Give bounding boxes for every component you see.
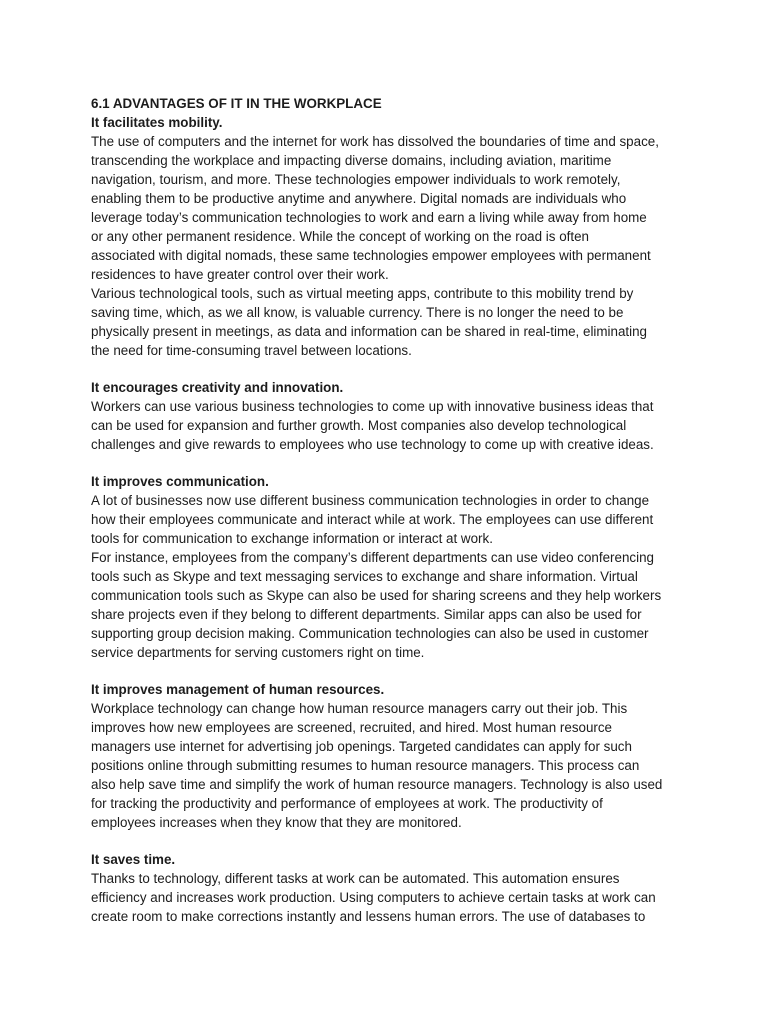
paragraph-line: improves how new employees are screened, recruited, and hired. Most human resource [91,720,613,735]
paragraph [91,284,691,360]
paragraph-line: communication tools such as Skype can also be used for sharing screens and they help workers [91,588,662,603]
paragraph [91,548,691,662]
paragraph-line: employees increases when they know that they are monitored. [91,815,462,830]
paragraph-line: Workplace technology can change how human resource managers carry out their job. This [91,701,628,716]
section-creativity [91,378,691,454]
heading-human-resources: It improves management of human resources. [91,682,385,697]
paragraph-line: navigation, tourism, and more. These technologies empower individuals to work remotely, [91,172,621,187]
section-spacer [91,454,691,472]
section-title: 6.1 ADVANTAGES OF IT IN THE WORKPLACE [91,96,382,111]
heading-communication: It improves communication. [91,474,269,489]
paragraph-line: how their employees communicate and interact while at work. The employees can use different [91,512,654,527]
heading-mobility: It facilitates mobility. [91,115,223,130]
paragraph-line: saving time, which, as we all know, is valuable currency. There is no longer the need to be [91,305,624,320]
paragraph-line: can be used for expansion and further growth. Most companies also develop technological [91,418,627,433]
paragraph-line: positions online through submitting resumes to human resource managers. This process can [91,758,640,773]
paragraph-line: tools for communication to exchange information or interact at work. [91,531,493,546]
paragraph-line: efficiency and increases work production. Using computers to achieve certain tasks at work can [91,890,656,905]
paragraph-line: residences to have greater control over their work. [91,267,389,282]
paragraph-line: for tracking the productivity and performance of employees at work. The productivity of [91,796,603,811]
paragraph-line: the need for time-consuming travel between locations. [91,343,412,358]
paragraph [91,491,691,548]
paragraph-line: The use of computers and the internet for work has dissolved the boundaries of time and space, [91,134,659,149]
section-saves-time [91,850,691,926]
section-mobility [91,113,691,360]
paragraph [91,397,691,454]
paragraph-line: physically present in meetings, as data and information can be shared in real-time, eliminating [91,324,648,339]
paragraph-line: transcending the workplace and impacting diverse domains, including aviation, maritime [91,153,612,168]
section-spacer [91,662,691,680]
section-spacer [91,832,691,850]
paragraph-line: create room to make corrections instantly and lessens human errors. The use of databases to [91,909,646,924]
paragraph [91,699,691,832]
document-body [91,94,691,926]
paragraph-line: tools such as Skype and text messaging services to exchange and share information. Virtual [91,569,638,584]
paragraph-line: share projects even if they belong to different departments. Similar apps can also be used for [91,607,642,622]
heading-saves-time: It saves time. [91,852,176,867]
paragraph-line: service departments for serving customers right on time. [91,645,425,660]
paragraph-line: challenges and give rewards to employees who use technology to come up with creative ideas. [91,437,654,452]
paragraph-line: Workers can use various business technologies to come up with innovative business ideas that [91,399,654,414]
paragraph-line: Thanks to technology, different tasks at work can be automated. This automation ensures [91,871,620,886]
paragraph-line: For instance, employees from the company’s different departments can use video conferencing [91,550,654,565]
section-human-resources [91,680,691,832]
section-spacer [91,360,691,378]
section-communication [91,472,691,662]
paragraph [91,869,691,926]
paragraph-line: supporting group decision making. Communication technologies can also be used in customer [91,626,649,641]
paragraph [91,132,691,284]
paragraph-line: enabling them to be productive anytime and anywhere. Digital nomads are individuals who [91,191,627,206]
paragraph-line: Various technological tools, such as virtual meeting apps, contribute to this mobility trend by [91,286,634,301]
paragraph-line: managers use internet for advertising job openings. Targeted candidates can apply for such [91,739,632,754]
paragraph-line: A lot of businesses now use different business communication technologies in order to change [91,493,650,508]
paragraph-line: leverage today’s communication technologies to work and earn a living while away from home [91,210,647,225]
paragraph-line: or any other permanent residence. While the concept of working on the road is often [91,229,589,244]
paragraph-line: associated with digital nomads, these same technologies empower employees with permanent [91,248,651,263]
paragraph-line: also help save time and simplify the work of human resource managers. Technology is also used [91,777,663,792]
heading-creativity: It encourages creativity and innovation. [91,380,344,395]
